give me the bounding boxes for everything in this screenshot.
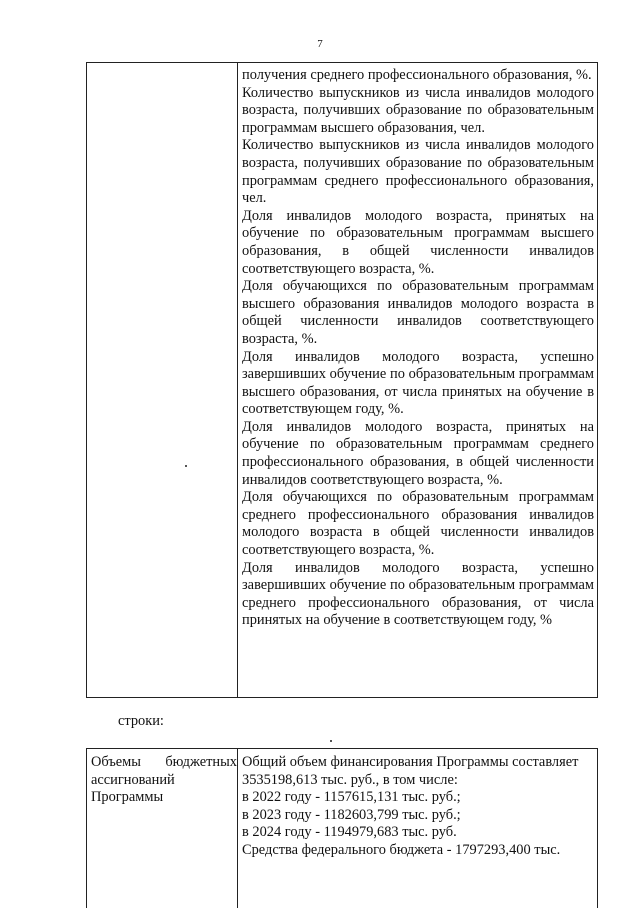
budget-line: 3535198,613 тыс. руб., в том числе: xyxy=(242,772,594,790)
budget-line: в 2022 году - 1157615,131 тыс. руб.; xyxy=(242,789,594,807)
table-row xyxy=(87,749,598,908)
budget-line: Общий объем финансирования Программы составляет xyxy=(242,754,594,772)
page-number: 7 xyxy=(0,38,640,50)
indicator-paragraph: Доля инвалидов молодого возраста, успешно завершивших обучение по образовательным программам среднего профессионального образования, от числа принятых на обучение в соответствующем году, % xyxy=(242,560,594,630)
indicator-paragraph: Количество выпускников из числа инвалидов молодого возраста, получивших образование по образовательным программам среднего профессионального образования, чел. xyxy=(242,137,594,207)
table-row xyxy=(87,63,598,698)
indicators-table-right-cell xyxy=(238,63,598,698)
indicator-paragraph: Доля инвалидов молодого возраста, принятых на обучение по образовательным программам высшего образования, в общей численности инвалидов соответствующего возраста, %. xyxy=(242,208,594,278)
indicators-table-left-cell xyxy=(87,63,238,698)
budget-line: в 2024 году - 1194979,683 тыс. руб. xyxy=(242,824,594,842)
section-label: строки: xyxy=(118,713,164,730)
budget-line: Средства федерального бюджета - 1797293,400 тыс. xyxy=(242,842,594,860)
budget-line: в 2023 году - 1182603,799 тыс. руб.; xyxy=(242,807,594,825)
budget-table xyxy=(86,748,598,908)
budget-label: Объемы бюджетных ассигнований Программы xyxy=(91,754,237,807)
indicator-paragraph: Доля инвалидов молодого возраста, принятых на обучение по образовательным программам среднего профессионального образования, в общей численности инвалидов соответствующего возраста, %. xyxy=(242,419,594,489)
indicator-paragraph: Доля обучающихся по образовательным программам высшего образования инвалидов молодого возраста в общей численности инвалидов соответствующего возраста, %. xyxy=(242,278,594,348)
budget-table-left-cell xyxy=(87,749,238,908)
indicators-table xyxy=(86,62,598,698)
indicator-paragraph: Доля обучающихся по образовательным программам среднего профессионального образования инвалидов молодого возраста в общей численности инвалидов соответствующего возраста, %. xyxy=(242,489,594,559)
scan-speck xyxy=(185,465,187,467)
indicator-paragraph: Доля инвалидов молодого возраста, успешно завершивших обучение по образовательным программам высшего образования, от числа принятых на обучение в соответствующем году, %. xyxy=(242,349,594,419)
scan-speck xyxy=(330,740,332,742)
budget-table-right-cell xyxy=(238,749,598,908)
indicator-paragraph: получения среднего профессионального образования, %. xyxy=(242,67,594,85)
indicator-paragraph: Количество выпускников из числа инвалидов молодого возраста, получивших образование по образовательным программам высшего образования, чел. xyxy=(242,85,594,138)
